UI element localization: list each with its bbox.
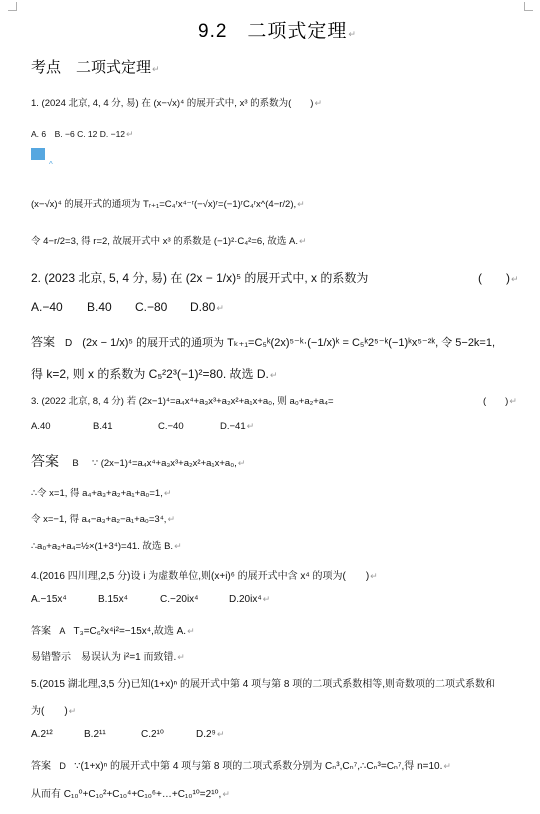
q3-option-d: D.−41↵ — [220, 421, 255, 432]
q3-solution-line2: 令 x=−1, 得 a₄−a₃+a₂−a₁+a₀=3⁴,↵ — [31, 514, 175, 525]
q1-stem: 1. (2024 北京, 4, 4 分, 易) 在 (x−√x)⁴ 的展开式中, x³ 的系数为( )↵ — [31, 98, 323, 109]
page-title-text: 9.2 二项式定理 — [198, 21, 348, 42]
answer-label: 答案 — [31, 453, 59, 469]
q1-solution-line2: 令 4−r/2=3, 得 r=2, 故展开式中 x³ 的系数是 (−1)²·C₄²=6, 故选 A.↵ — [31, 236, 307, 247]
q2-stem: 2. (2023 北京, 5, 4 分, 易) 在 (2x − 1/x)⁵ 的展开式中, x 的系数为 — [31, 271, 369, 285]
q2-solution-line2: 得 k=2, 则 x 的系数为 C₅²2³(−1)²=80. 故选 D.↵ — [31, 367, 278, 381]
answer-marker-icon — [31, 148, 45, 160]
q5-stem: 5.(2015 湖北理,3,5 分)已知(1+x)ⁿ 的展开式中第 4 项与第 8 项的二项式系数相等,则奇数项的二项式系数和 — [31, 679, 495, 690]
q5-option-b: B.2¹¹ — [84, 729, 106, 740]
answer-letter: D — [65, 338, 73, 349]
corner-mark-top-right — [524, 2, 533, 11]
q4-answer-line: 答案 A T₃=C₆²x⁴i²=−15x⁴,故选 A.↵ — [31, 626, 195, 637]
q3-paren: ( )↵ — [483, 396, 517, 407]
q3-answer-line: 答案 B ∵ (2x−1)⁴=a₄x⁴+a₃x³+a₂x²+a₁x+a₀,↵ — [31, 453, 246, 469]
q5-answer-text: ∵(1+x)ⁿ 的展开式中第 4 项与第 8 项的二项式系数分别为 Cₙ³,Cₙ⁷,∴Cₙ³=Cₙ⁷,得 n=10. — [74, 761, 443, 772]
q4-option-d: D.20ix⁴↵ — [229, 594, 271, 605]
q3-option-c: C.−40 — [158, 421, 184, 432]
q1-solution-line1: (x−√x)⁴ 的展开式的通项为 Tᵣ₊₁=C₄ʳx⁴⁻ʳ(−√x)ʳ=(−1)ʳC₄ʳx^(4−r/2),↵ — [31, 199, 305, 210]
q2-option-b: B.40 — [87, 300, 112, 314]
answer-marker-caret-icon: ^ — [49, 160, 53, 169]
q2-option-c: C.−80 — [135, 300, 168, 314]
q3-option-b: B.41 — [93, 421, 113, 432]
q5-stem-line2: 为( )↵ — [31, 706, 77, 717]
q2-answer-line — [31, 333, 495, 350]
q3-option-a: A.40 — [31, 421, 51, 432]
answer-label: 答案 — [31, 335, 56, 349]
answer-label: 答案 — [31, 626, 51, 637]
page-title — [198, 16, 357, 43]
q4-warning: 易错警示 易误认为 i²=1 而致错.↵ — [31, 652, 185, 663]
q4-option-c: C.−20ix⁴ — [160, 594, 199, 605]
q4-stem: 4.(2016 四川理,2,5 分)设 i 为虚数单位,则(x+i)⁶ 的展开式中含 x⁴ 的项为( )↵ — [31, 571, 378, 582]
q2-option-a: A.−40 — [31, 300, 63, 314]
q3-solution-line3: ∴a₀+a₂+a₄=½×(1+3⁴)=41. 故选 B.↵ — [31, 541, 182, 552]
q3-solution-line1: ∴令 x=1, 得 a₄+a₃+a₂+a₁+a₀=1,↵ — [31, 488, 172, 499]
answer-letter: B — [72, 458, 79, 469]
paragraph-mark: ↵ — [348, 29, 357, 39]
q5-answer-line: 答案 D ∵(1+x)ⁿ 的展开式中第 4 项与第 8 项的二项式系数分别为 Cₙ³,Cₙ⁷,∴Cₙ³=Cₙ⁷,得 n=10.↵ — [31, 761, 451, 772]
q2-solution-line1: (2x − 1/x)⁵ 的展开式的通项为 Tₖ₊₁=C₅ᵏ(2x)⁵⁻ᵏ·(−1/x)ᵏ = C₅ᵏ2⁵⁻ᵏ(−1)ᵏx⁵⁻²ᵏ, 令 5−2k=1, — [82, 337, 496, 349]
q5-option-d: D.2⁹↵ — [196, 729, 225, 740]
q2-option-d: D.80↵ — [190, 300, 224, 314]
answer-letter: A — [59, 626, 66, 636]
q2-paren: ( )↵ — [478, 271, 519, 285]
q3-stem: 3. (2022 北京, 8, 4 分) 若 (2x−1)⁴=a₄x⁴+a₃x³+a₂x²+a₁x+a₀, 则 a₀+a₂+a₄= — [31, 396, 334, 407]
section-heading-text: 考点 二项式定理 — [31, 59, 152, 76]
section-heading: 考点 二项式定理↵ — [31, 59, 160, 76]
q5-option-a: A.2¹² — [31, 729, 53, 740]
answer-letter: D — [59, 761, 66, 771]
q4-option-b: B.15x⁴ — [98, 594, 128, 605]
q1-options: A. 6 B. −6 C. 12 D. −12↵ — [31, 129, 134, 139]
corner-mark-top-left — [8, 2, 17, 11]
answer-label: 答案 — [31, 761, 51, 772]
q4-answer-text: T₃=C₆²x⁴i²=−15x⁴,故选 A. — [73, 626, 187, 637]
q3-answer-text: ∵ (2x−1)⁴=a₄x⁴+a₃x³+a₂x²+a₁x+a₀, — [92, 458, 237, 469]
q4-option-a: A.−15x⁴ — [31, 594, 67, 605]
q5-option-c: C.2¹⁰ — [141, 729, 164, 740]
q5-solution-line1: 从而有 C₁₀⁰+C₁₀²+C₁₀⁴+C₁₀⁶+…+C₁₀¹⁰=2¹⁰,↵ — [31, 789, 230, 800]
